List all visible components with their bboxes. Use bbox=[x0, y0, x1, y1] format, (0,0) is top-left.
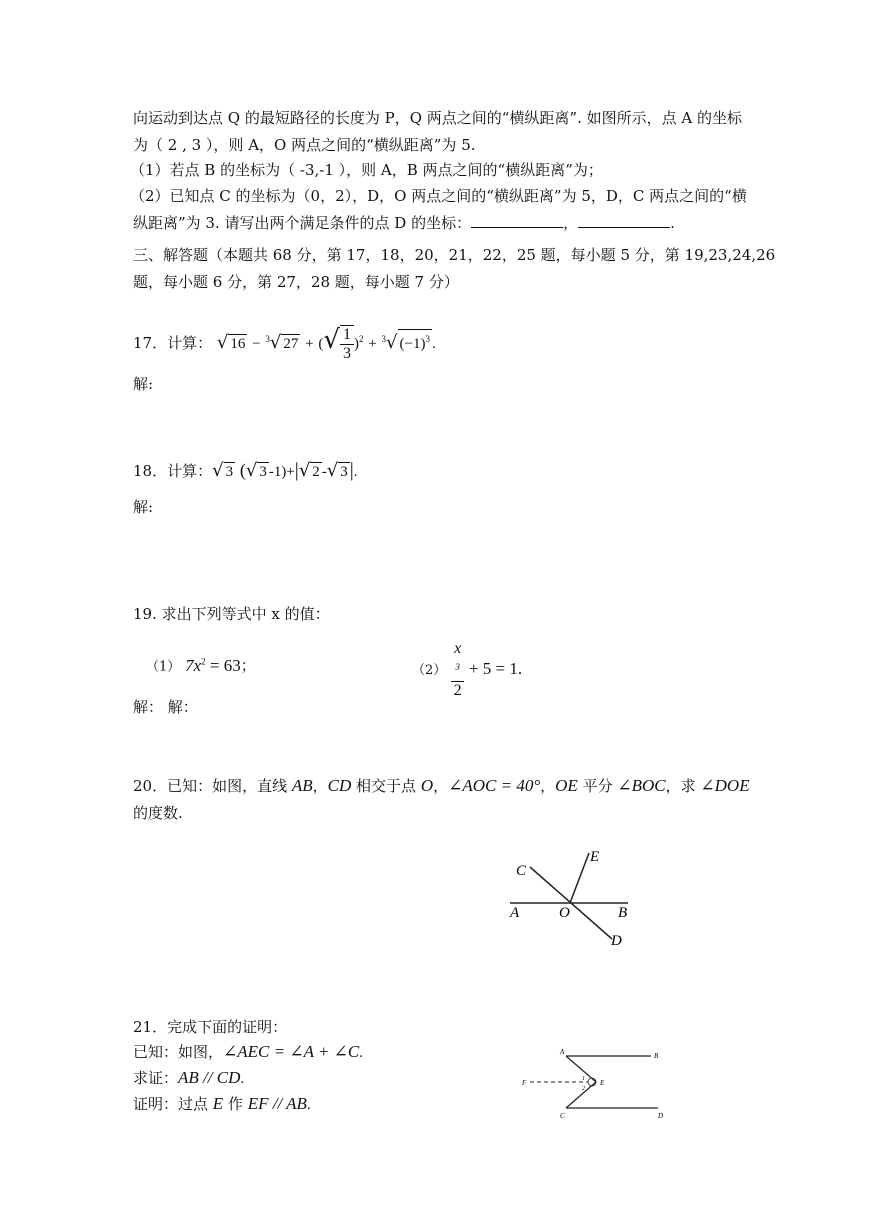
q19-p1-label: （1） bbox=[146, 659, 181, 675]
label-e: E bbox=[600, 1079, 605, 1087]
q17-label: 17．计算： bbox=[133, 334, 213, 352]
q17-sqrt16: 16 bbox=[230, 336, 246, 352]
q2-end: . bbox=[670, 214, 675, 232]
q20-ask: ，求 bbox=[665, 777, 701, 795]
question-2-line-1: （2）已知点 C 的坐标为（0，2），D，O 两点之间的“横纵距离”为 5，D，C 两点之间的“横 bbox=[130, 187, 747, 205]
intro-line-1: 向运动到达点 Q 的最短路径的长度为 P，Q 两点之间的“横纵距离”. 如图所示，点 A 的坐标 bbox=[133, 109, 743, 127]
comma: ， bbox=[312, 777, 328, 795]
frac-denominator: 3 bbox=[342, 345, 351, 362]
section-heading-line-2: 题，每小题 6 分，第 27，28 题，每小题 7 分） bbox=[133, 273, 459, 291]
p1-term: 7x bbox=[185, 655, 202, 675]
q18-end: . bbox=[353, 464, 358, 480]
question-18 bbox=[133, 458, 358, 484]
sqrt-sign: √ bbox=[245, 460, 258, 481]
q20-prefix: 20．已知：如图，直线 bbox=[133, 777, 292, 795]
q17-paren-open: ( bbox=[318, 336, 324, 352]
given-prefix: 已知：如图， bbox=[133, 1043, 224, 1061]
q18-answer-label: 解: bbox=[133, 498, 154, 516]
q18-sqrt2: 2 bbox=[312, 464, 320, 480]
q2-separator: ， bbox=[563, 214, 579, 232]
label-a: A bbox=[510, 905, 520, 921]
abs-bar-right: | bbox=[349, 459, 354, 481]
q19-part-2 bbox=[412, 640, 522, 700]
q19-p1-expr bbox=[185, 656, 241, 675]
label-e: E bbox=[590, 849, 600, 865]
label-c: C bbox=[516, 863, 527, 879]
q20-bisect: 平分 bbox=[577, 777, 618, 795]
q17-cbrt-index: 3 bbox=[265, 334, 270, 344]
intro-line-2: 为（ 2 , 3 ），则 A，O 两点之间的“横纵距离”为 5. bbox=[133, 136, 476, 154]
dot: . bbox=[359, 1045, 363, 1061]
cbrt-sign: √ bbox=[269, 332, 282, 353]
point-e: E bbox=[212, 1094, 224, 1113]
q17-minus: − bbox=[252, 336, 261, 352]
dot: . bbox=[306, 1097, 311, 1113]
sqrt-sign: √ bbox=[326, 460, 339, 481]
q17-cbrt-index-2: 3 bbox=[381, 334, 387, 344]
question-20-line-2: 的度数. bbox=[133, 804, 183, 822]
proof-expr: EF // AB bbox=[247, 1094, 307, 1113]
prove-prefix: 求证： bbox=[133, 1069, 179, 1087]
ray-oe bbox=[570, 853, 589, 903]
label-a: A bbox=[560, 1048, 565, 1056]
line-cd: CD bbox=[327, 776, 352, 795]
question-17 bbox=[133, 325, 436, 363]
abs-bar-left: | bbox=[294, 459, 299, 481]
answer-blank-2[interactable] bbox=[578, 213, 670, 228]
label-2: 2 bbox=[582, 1086, 585, 1092]
label-o: O bbox=[559, 905, 570, 921]
label-c: C bbox=[560, 1112, 565, 1120]
q17-plus-2: + bbox=[368, 336, 377, 352]
q17-end: . bbox=[431, 336, 436, 352]
section-heading-line-1: 三、解答题（本题共 68 分，第 17，18，20，21，22，25 题，每小题 5 分，第 19,23,24,26 bbox=[133, 246, 776, 264]
q21-prove bbox=[133, 1067, 244, 1090]
sqrt-sign: √ bbox=[212, 460, 224, 481]
q19-p2-fraction bbox=[451, 640, 464, 700]
sqrt-sign: √ bbox=[323, 325, 340, 355]
q19-p1-end: ； bbox=[240, 656, 256, 675]
q21-proof bbox=[133, 1093, 311, 1116]
question-20-line-1 bbox=[133, 774, 750, 798]
proof-prefix: 证明：过点 bbox=[133, 1095, 213, 1113]
p1-power: 2 bbox=[201, 656, 206, 666]
angle-doe: ∠DOE bbox=[700, 776, 750, 795]
prove-expr: AB // CD bbox=[178, 1068, 241, 1087]
q18-sqrt3-c: 3 bbox=[340, 464, 348, 480]
comma: ， bbox=[433, 777, 449, 795]
ray-oe: OE bbox=[555, 776, 578, 795]
p1-rhs: = 63 bbox=[205, 655, 241, 675]
point-o: O bbox=[420, 776, 434, 795]
answer-blank-1[interactable] bbox=[471, 213, 563, 228]
q21-given bbox=[133, 1041, 363, 1064]
q19-p2-label: （2） bbox=[412, 663, 447, 679]
comma: ， bbox=[540, 777, 556, 795]
q17-plus-1: + bbox=[305, 336, 314, 352]
question-21: 21．完成下面的证明： bbox=[133, 1018, 288, 1036]
q18-minus: - bbox=[321, 464, 327, 480]
label-b: B bbox=[654, 1052, 659, 1060]
q19-answer-labels: 解： 解： bbox=[133, 698, 198, 716]
proof-mid: 作 bbox=[223, 1095, 248, 1113]
angle-aoc: ∠AOC = 40° bbox=[448, 776, 541, 795]
q17-cbrt27: 27 bbox=[283, 336, 299, 352]
cbrt-sign: √ bbox=[386, 332, 398, 353]
q17-square: 2 bbox=[358, 334, 364, 344]
line-ab: AB bbox=[291, 776, 313, 795]
angle-boc: ∠BOC bbox=[617, 776, 666, 795]
q20-figure bbox=[500, 845, 640, 955]
q21-figure bbox=[516, 1040, 686, 1130]
q17-cbrt-neg bbox=[398, 329, 432, 353]
q17-fraction bbox=[340, 325, 354, 363]
q18-tail: -1)+ bbox=[268, 464, 295, 480]
neg-one: (−1) bbox=[399, 336, 426, 352]
question-1: （1）若点 B 的坐标为（ -3,-1 ），则 A，B 两点之间的“横纵距离”为； bbox=[130, 161, 603, 179]
sqrt-sign: √ bbox=[216, 332, 229, 353]
q2-text: 纵距离”为 3. 请写出两个满足条件的点 D 的坐标： bbox=[133, 214, 472, 232]
label-b: B bbox=[618, 905, 628, 921]
q19-part-1 bbox=[146, 650, 256, 679]
label-d: D bbox=[658, 1112, 664, 1120]
q18-label: 18．计算： bbox=[133, 462, 213, 480]
q17-answer-label: 解: bbox=[133, 375, 154, 393]
q18-sqrt3-a: 3 bbox=[225, 464, 234, 480]
p2-numerator: x $^3$ bbox=[451, 640, 464, 682]
q20-meet: 相交于点 bbox=[351, 777, 421, 795]
sqrt-sign: √ bbox=[298, 460, 311, 481]
dot: . bbox=[240, 1071, 245, 1087]
question-2-line-2 bbox=[133, 212, 675, 234]
cube-power: 3 bbox=[425, 334, 430, 344]
label-d: D bbox=[611, 933, 622, 949]
q17-paren-close: ) bbox=[353, 336, 359, 352]
q18-sqrt3-b: 3 bbox=[259, 464, 267, 480]
q19-p2-rhs: + 5 = 1. bbox=[468, 659, 523, 679]
label-1: 1 bbox=[582, 1076, 585, 1082]
given-expr: ∠AEC = ∠A + ∠C bbox=[223, 1042, 360, 1061]
q18-paren: ( bbox=[239, 460, 246, 480]
p2-power: 3 bbox=[455, 662, 460, 672]
frac-numerator: 1 bbox=[340, 326, 354, 345]
p2-denominator: 2 bbox=[453, 682, 462, 700]
question-19: 19. 求出下列等式中 x 的值： bbox=[133, 605, 330, 623]
label-f: F bbox=[522, 1079, 527, 1087]
